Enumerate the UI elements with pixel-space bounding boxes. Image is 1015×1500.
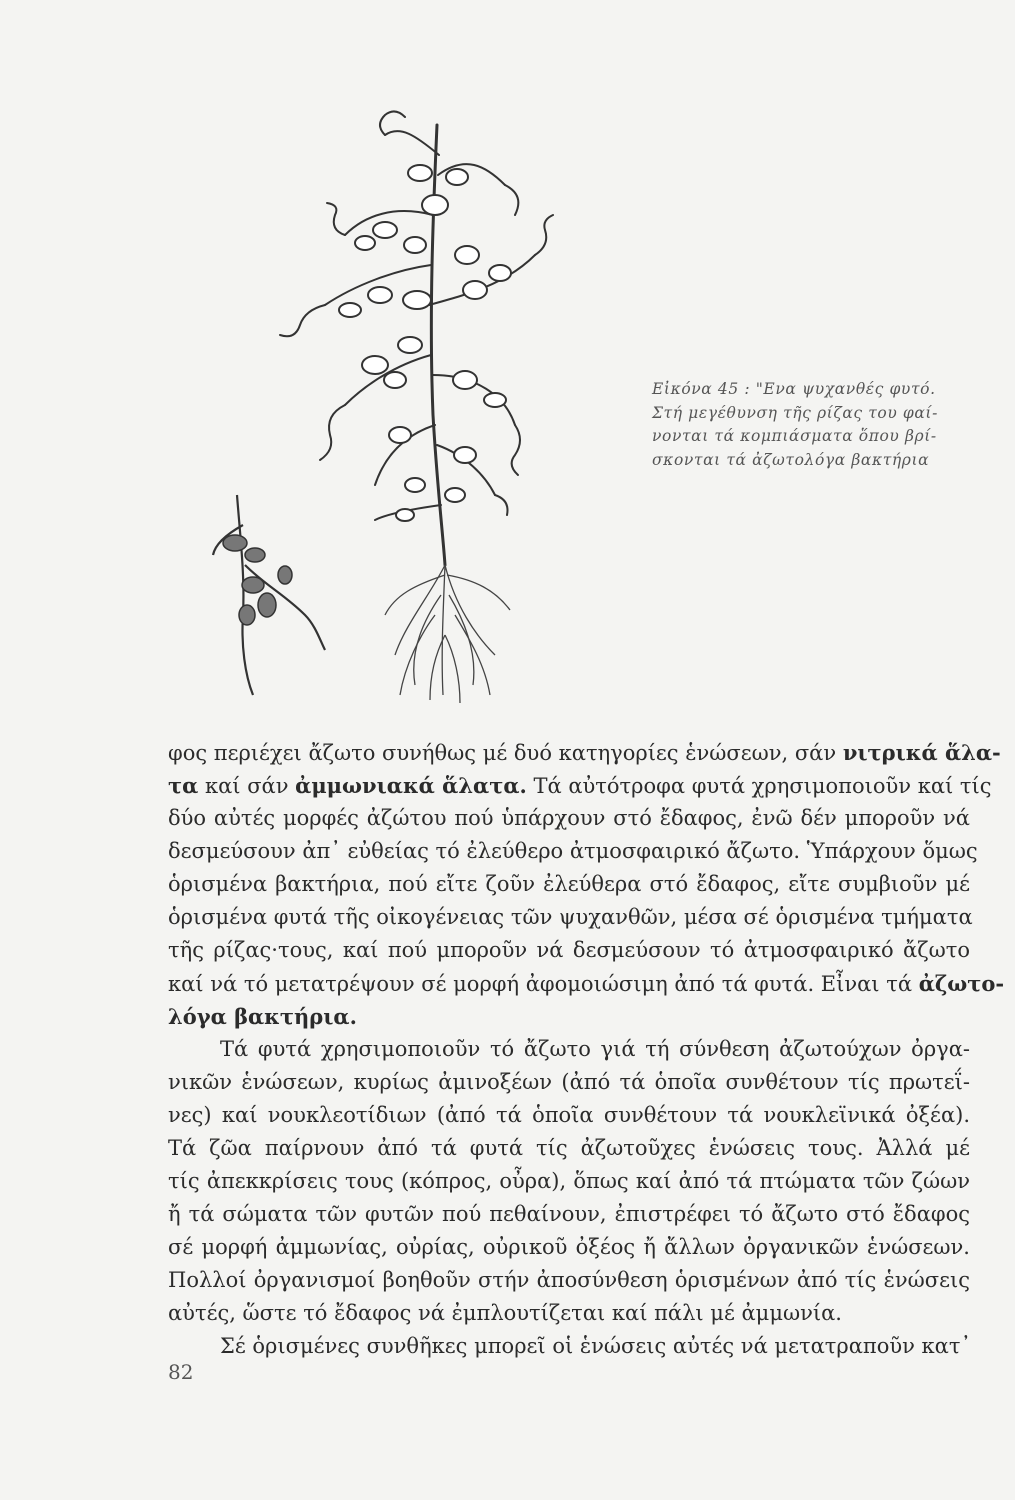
caption-line: Στή μεγέθυνση τῆς ρίζας του φαί- — [652, 403, 938, 422]
text-span: καί σάν — [198, 774, 296, 798]
text-line: νικῶν ἑνώσεων, κυρίως ἀμινοξέων (ἀπό τά ὁποῖα συνθέτουν τίς πρωτεΐ- — [168, 1070, 970, 1094]
text-line: τῆς ρίζας·τους, καί πού μποροῦν νά δεσμεύσουν τό ἀτμοσφαιρικό ἄζωτο — [168, 938, 970, 962]
text-line — [168, 740, 1001, 765]
caption-line: νονται τά κομπιάσματα ὅπου βρί- — [652, 427, 937, 445]
legume-plant-illustration — [205, 95, 575, 715]
bold-term: ἀμμωνιακά ἅλατα. — [295, 773, 527, 798]
text-line: τίς ἀπεκκρίσεις τους (κόπρος, οὖρα), ὅπως καί ἀπό τά πτώματα τῶν ζώων — [168, 1169, 970, 1193]
bold-term: ἀζωτο- — [918, 971, 1005, 996]
text-line — [168, 773, 992, 798]
bold-term: λόγα βακτήρια. — [168, 1004, 357, 1029]
text-span: φος περιέχει ἄζωτο συνήθως μέ δυό κατηγορίες ἑνώσεων, σάν — [168, 741, 843, 765]
text-line: ὁρισμένα φυτά τῆς οἰκογένειας τῶν ψυχανθῶν, μέσα σέ ὁρισμένα τμήματα — [168, 905, 973, 929]
page-number: 82 — [168, 1360, 194, 1384]
caption-line: Εἰκόνα 45 : "Ενα ψυχανθές φυτό. — [652, 380, 936, 398]
text-span: Τά αὐτότροφα φυτά χρησιμοποιοῦν καί τίς — [526, 774, 992, 798]
text-line: αὐτές, ὥστε τό ἔδαφος νά ἐμπλουτίζεται καί πάλι μέ ἀμμωνία. — [168, 1301, 842, 1325]
text-line: ἤ τά σώματα τῶν φυτῶν πού πεθαίνουν, ἐπιστρέφει τό ἄζωτο στό ἔδαφος — [168, 1202, 970, 1226]
caption-line: σκονται τά ἀζωτολόγα βακτήρια — [652, 450, 930, 469]
bold-term: νιτρικά ἅλα- — [842, 740, 1001, 765]
text-line: Πολλοί ὀργανισμοί βοηθοῦν στήν ἀποσύνθεση ὁρισμένων ἀπό τίς ἑνώσεις — [168, 1268, 970, 1292]
bold-term: τα — [168, 773, 199, 798]
text-line — [168, 971, 1005, 996]
figure-caption — [652, 378, 992, 472]
text-line: ὁρισμένα βακτήρια, πού εἴτε ζοῦν ἐλεύθερα στό ἔδαφος, εἴτε συμβιοῦν μέ — [168, 872, 970, 896]
text-line: δύο αὐτές μορφές ἀζώτου πού ὑπάρχουν στό ἔδαφος, ἐνῶ δέν μποροῦν νά — [168, 806, 970, 830]
text-span: καί νά τό μετατρέψουν σέ μορφή ἀφομοιώσιμη ἀπό τά φυτά. Εἶναι τά — [168, 972, 919, 996]
text-line: Τά ζῶα παίρνουν ἀπό τά φυτά τίς ἀζωτοῦχες ἑνώσεις τους. Ἀλλά μέ — [168, 1136, 970, 1160]
text-line: νες) καί νουκλεοτίδιων (ἀπό τά ὁποῖα συνθέτουν τά νουκλεϊνικά ὀξέα). — [168, 1103, 970, 1127]
text-line: Τά φυτά χρησιμοποιοῦν τό ἄζωτο γιά τή σύνθεση ἀζωτούχων ὀργα- — [220, 1037, 970, 1061]
text-line: σέ μορφή ἀμμωνίας, οὐρίας, οὐρικοῦ ὀξέος ἤ ἄλλων ὀργανικῶν ἑνώσεων. — [168, 1235, 970, 1259]
text-line: Σέ ὁρισμένες συνθῆκες μπορεῖ οἱ ἑνώσεις αὐτές νά μετατραποῦν κατ᾿ — [220, 1334, 971, 1358]
plant-drawing — [205, 95, 575, 715]
text-line: δεσμεύσουν ἀπ᾿ εὐθείας τό ἐλεύθερο ἀτμοσφαιρικό ἄζωτο. Ὑπάρχουν ὅμως — [168, 839, 978, 863]
text-line — [168, 1004, 970, 1029]
